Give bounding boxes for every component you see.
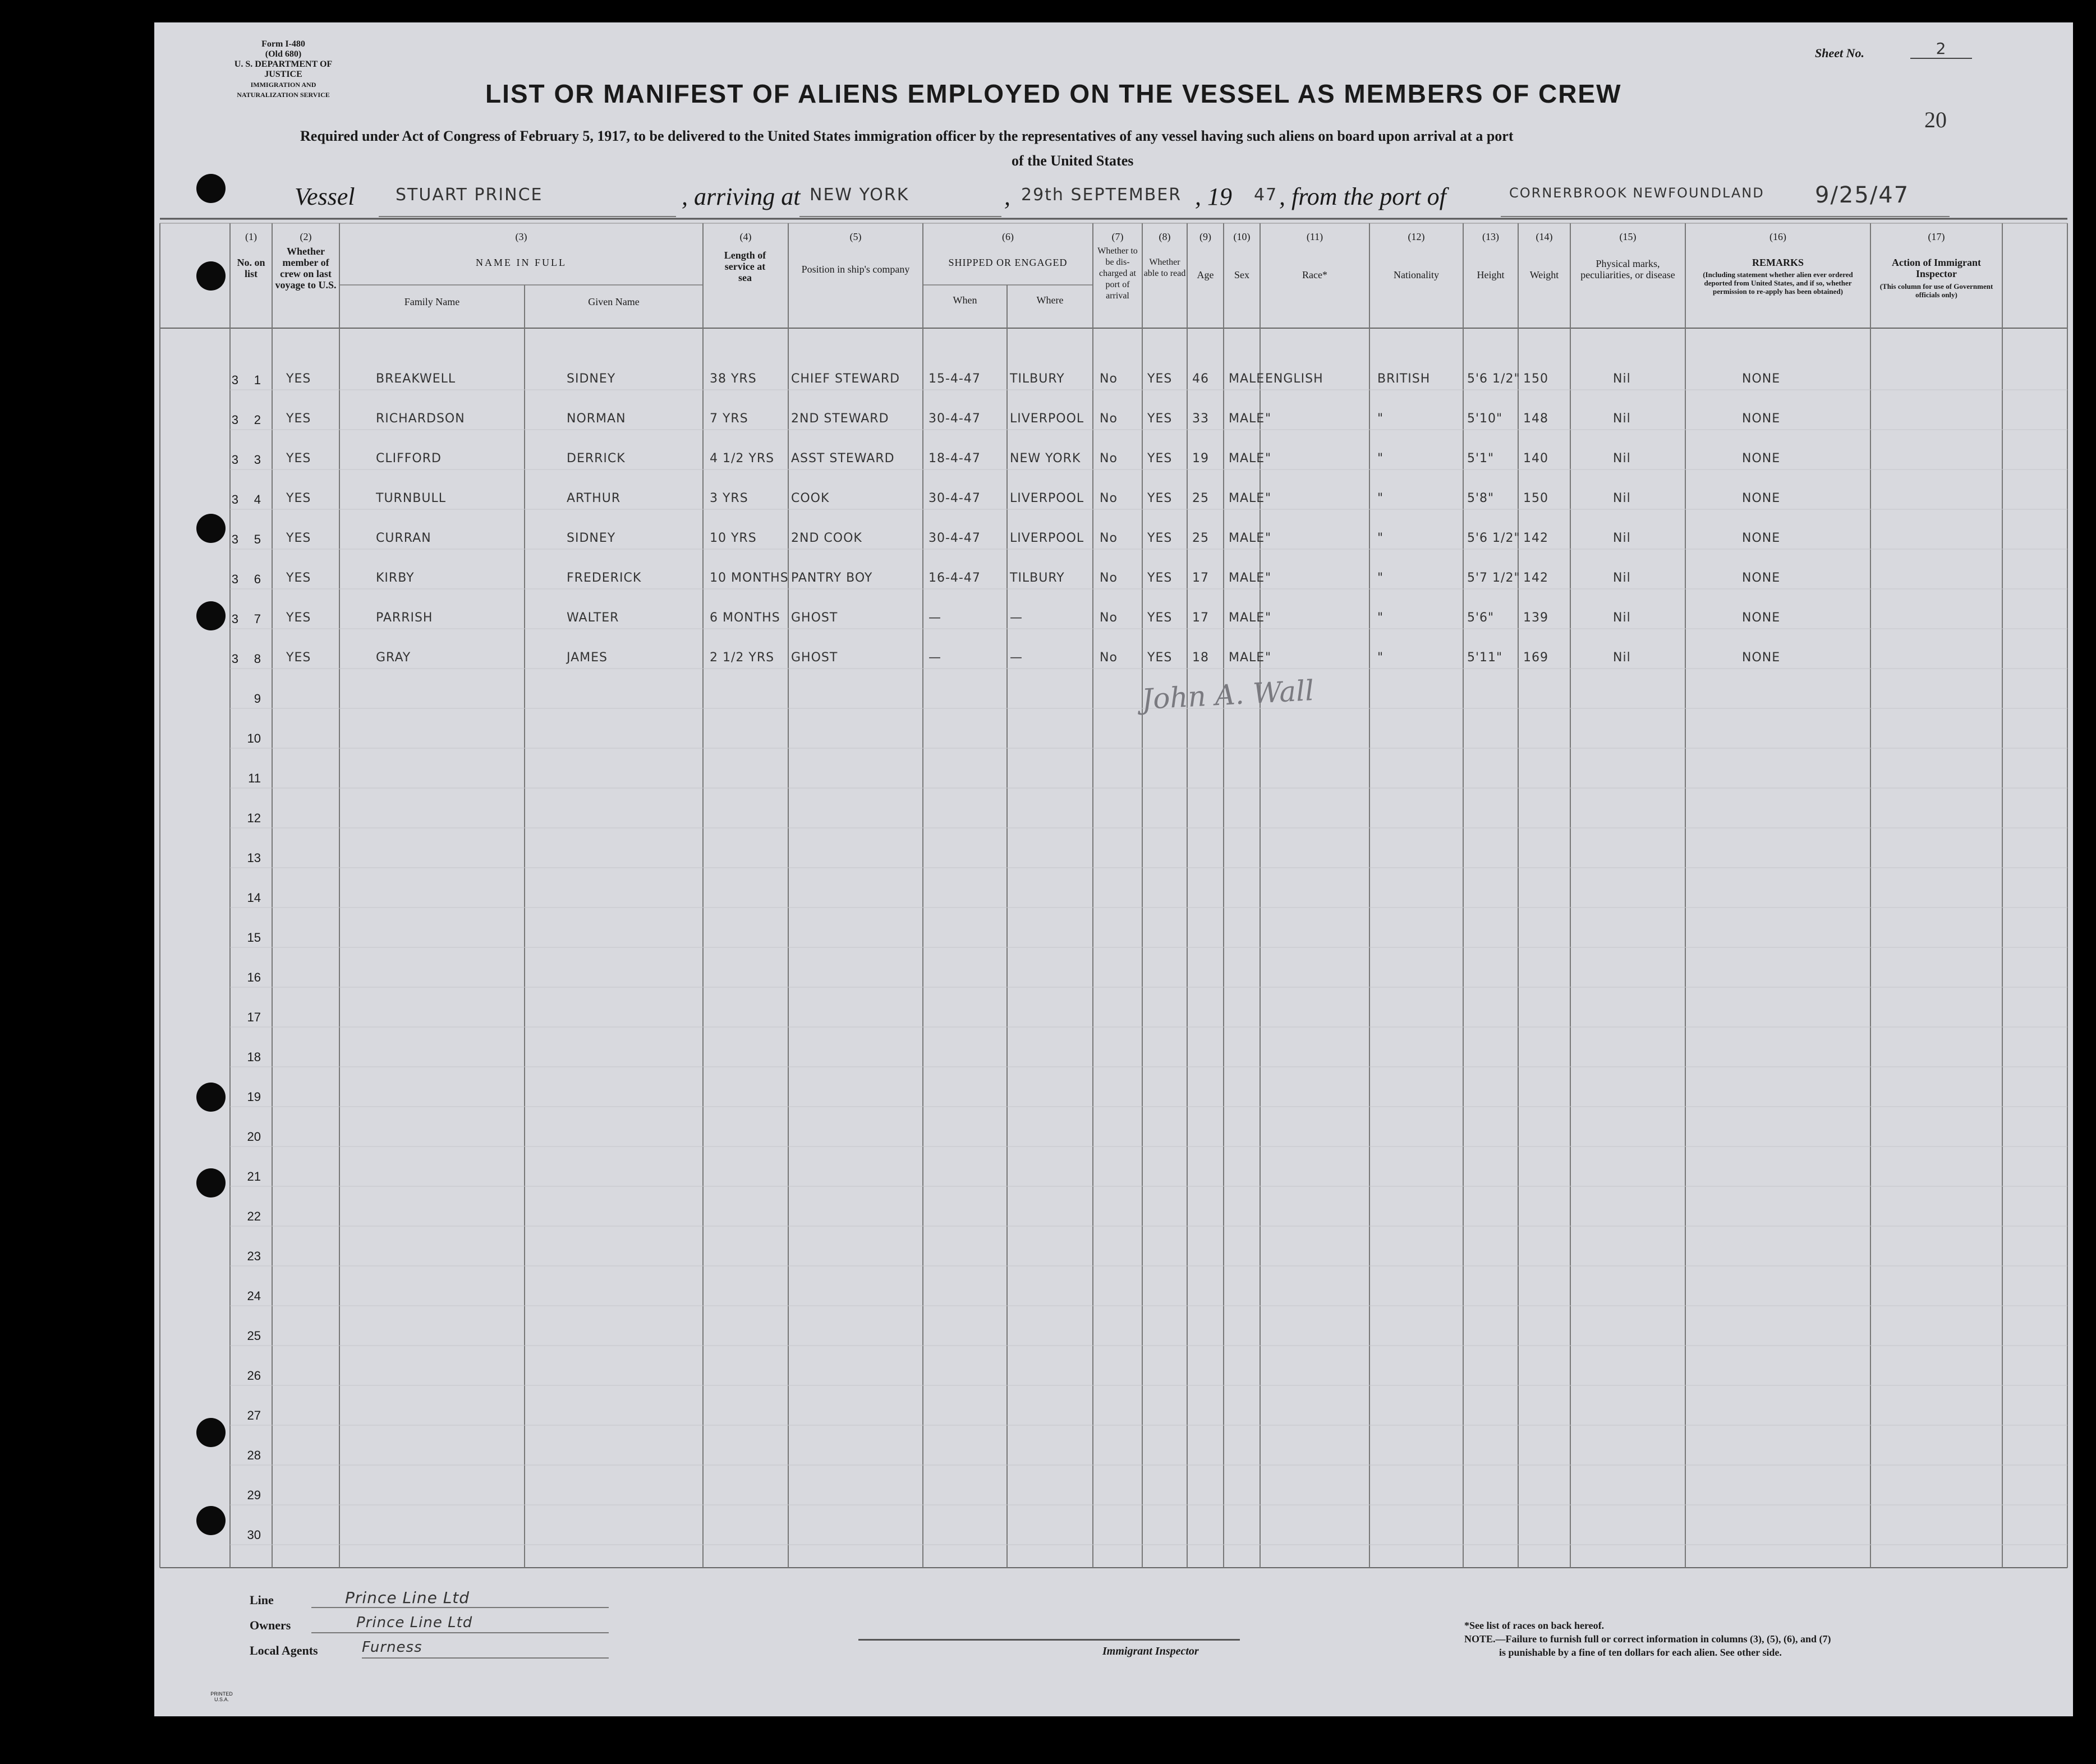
col11-header: Race* bbox=[1302, 269, 1327, 280]
col9-header: Age bbox=[1197, 269, 1214, 280]
cell-race: " bbox=[1265, 571, 1272, 585]
page-title: LIST OR MANIFEST OF ALIENS EMPLOYED ON THE VESSEL AS MEMBERS OF CREW bbox=[485, 79, 1622, 108]
col1-header: No. on list bbox=[237, 257, 265, 279]
arrival-date: 29th SEPTEMBER bbox=[1021, 185, 1182, 205]
owners-label: Owners bbox=[250, 1618, 291, 1632]
cell-marks: Nil bbox=[1613, 412, 1631, 426]
cell-nationality: " bbox=[1377, 491, 1384, 505]
cell-where: — bbox=[1010, 651, 1023, 665]
cell-sex: MALE bbox=[1229, 571, 1265, 585]
col10-header: Sex bbox=[1234, 269, 1249, 280]
col17-subheader: (This column for use of Government officials only) bbox=[1879, 282, 1993, 299]
col12-header: Nationality bbox=[1394, 269, 1439, 280]
cell-given: NORMAN bbox=[567, 412, 626, 426]
cell-given: DERRICK bbox=[567, 452, 626, 466]
col2-header: Whether member of crew on last voyage to U.S. bbox=[275, 246, 337, 291]
cell-position: CHIEF STEWARD bbox=[791, 372, 900, 386]
row-number: 3 bbox=[254, 453, 261, 467]
col16-number: (16) bbox=[1769, 231, 1786, 242]
arriving-label: , arriving at bbox=[682, 183, 801, 210]
col15-number: (15) bbox=[1619, 231, 1637, 242]
empty-row-number: 24 bbox=[247, 1289, 261, 1303]
punch-hole bbox=[196, 514, 226, 543]
punch-hole bbox=[196, 1083, 226, 1112]
cell-nationality: " bbox=[1377, 412, 1384, 426]
row-prefix: 3 bbox=[231, 532, 238, 546]
col7-header: Whether to be dis-charged at port of arrival bbox=[1097, 246, 1138, 301]
cell-where: LIVERPOOL bbox=[1010, 491, 1084, 505]
cell-race: " bbox=[1265, 611, 1272, 625]
cell-service: 10 MONTHS bbox=[710, 571, 789, 585]
cell-member: YES bbox=[286, 651, 311, 665]
col14-header: Weight bbox=[1529, 269, 1559, 280]
cell-race: " bbox=[1265, 651, 1272, 665]
agents-value: Furness bbox=[362, 1639, 422, 1656]
cell-read: YES bbox=[1147, 531, 1173, 545]
cell-age: 17 bbox=[1192, 571, 1209, 585]
empty-row-number: 21 bbox=[247, 1169, 261, 1183]
cell-where: TILBURY bbox=[1010, 571, 1065, 585]
failure-note: NOTE.—Failure to furnish full or correct information in columns (3), (5), (6), and (7) bbox=[1464, 1633, 1831, 1645]
races-note: *See list of races on back hereof. bbox=[1464, 1620, 1605, 1631]
cell-remarks: NONE bbox=[1742, 571, 1781, 585]
vessel-label: Vessel bbox=[295, 183, 355, 210]
cell-remarks: NONE bbox=[1742, 531, 1781, 545]
agents-label: Local Agents bbox=[250, 1643, 318, 1657]
empty-row-number: 15 bbox=[247, 931, 261, 945]
col10-number: (10) bbox=[1233, 231, 1251, 242]
cell-height: 5'8" bbox=[1467, 491, 1495, 505]
col6-number: (6) bbox=[1002, 231, 1014, 242]
col5-header: Position in ship's company bbox=[801, 264, 910, 275]
punch-hole bbox=[196, 601, 226, 630]
punch-hole bbox=[196, 1506, 226, 1535]
cell-when: 30-4-47 bbox=[929, 531, 981, 545]
cell-given: SIDNEY bbox=[567, 531, 616, 545]
cell-weight: 140 bbox=[1523, 452, 1548, 466]
col4-header: Length of service at sea bbox=[724, 250, 766, 283]
empty-row-number: 27 bbox=[247, 1408, 261, 1422]
col3-header: NAME IN FULL bbox=[476, 257, 567, 268]
corner-mark: 20 bbox=[1924, 107, 1947, 132]
cell-marks: Nil bbox=[1613, 611, 1631, 625]
empty-row-number: 26 bbox=[247, 1369, 261, 1383]
form-number: Form I-480 bbox=[261, 39, 305, 49]
cell-family: CLIFFORD bbox=[376, 452, 442, 466]
cell-family: BREAKWELL bbox=[376, 372, 456, 386]
cell-remarks: NONE bbox=[1742, 452, 1781, 466]
cell-when: 15-4-47 bbox=[929, 372, 981, 386]
stamp-date: 9/25/47 bbox=[1815, 182, 1910, 208]
fine-note: is punishable by a fine of ten dollars for each alien. See other side. bbox=[1499, 1647, 1782, 1658]
cell-when: — bbox=[929, 611, 941, 625]
empty-row-number: 17 bbox=[247, 1010, 261, 1024]
printer-mark: PRINTED U.S.A. bbox=[210, 1691, 233, 1702]
col6-header: SHIPPED OR ENGAGED bbox=[948, 257, 1068, 268]
punch-hole bbox=[196, 1418, 226, 1447]
col9-number: (9) bbox=[1199, 231, 1211, 242]
cell-race: " bbox=[1265, 491, 1272, 505]
cell-position: PANTRY BOY bbox=[791, 571, 873, 585]
cell-remarks: NONE bbox=[1742, 372, 1781, 386]
cell-height: 5'11" bbox=[1467, 651, 1503, 665]
col7-number: (7) bbox=[1111, 231, 1124, 242]
cell-when: 30-4-47 bbox=[929, 412, 981, 426]
row-number: 1 bbox=[254, 373, 261, 387]
cell-member: YES bbox=[286, 372, 311, 386]
year-prefix: , 19 bbox=[1195, 183, 1232, 210]
arriving-port: NEW YORK bbox=[810, 185, 909, 205]
col2-number: (2) bbox=[300, 231, 312, 242]
cell-discharged: No bbox=[1100, 491, 1118, 505]
punch-hole bbox=[196, 1168, 226, 1198]
cell-age: 25 bbox=[1192, 491, 1209, 505]
cell-height: 5'7 1/2" bbox=[1467, 571, 1520, 585]
cell-race: ENGLISH bbox=[1265, 372, 1323, 386]
cell-nationality: " bbox=[1377, 571, 1384, 585]
cell-discharged: No bbox=[1100, 571, 1118, 585]
cell-position: GHOST bbox=[791, 611, 838, 625]
cell-service: 6 MONTHS bbox=[710, 611, 780, 625]
col6-where-header: Where bbox=[1036, 294, 1064, 306]
cell-remarks: NONE bbox=[1742, 412, 1781, 426]
cell-marks: Nil bbox=[1613, 531, 1631, 545]
row-number: 2 bbox=[254, 413, 261, 427]
col12-number: (12) bbox=[1408, 231, 1425, 242]
row-number: 7 bbox=[254, 612, 261, 626]
empty-row-number: 28 bbox=[247, 1448, 261, 1462]
col8-header: Whether able to read bbox=[1143, 257, 1186, 278]
cell-member: YES bbox=[286, 491, 311, 505]
row-prefix: 3 bbox=[231, 572, 238, 586]
cell-family: RICHARDSON bbox=[376, 412, 465, 426]
cell-weight: 142 bbox=[1523, 571, 1548, 585]
cell-service: 10 YRS bbox=[710, 531, 757, 545]
cell-discharged: No bbox=[1100, 412, 1118, 426]
owners-value: Prince Line Ltd bbox=[356, 1614, 473, 1631]
empty-row-number: 14 bbox=[247, 891, 261, 905]
cell-position: ASST STEWARD bbox=[791, 452, 895, 466]
empty-row-number: 30 bbox=[247, 1528, 261, 1542]
empty-row-number: 20 bbox=[247, 1130, 261, 1144]
cell-given: WALTER bbox=[567, 611, 619, 625]
cell-given: ARTHUR bbox=[567, 491, 621, 505]
cell-member: YES bbox=[286, 571, 311, 585]
cell-position: COOK bbox=[791, 491, 830, 505]
cell-given: FREDERICK bbox=[567, 571, 642, 585]
cell-weight: 148 bbox=[1523, 412, 1548, 426]
row-number: 4 bbox=[254, 492, 261, 506]
cell-given: SIDNEY bbox=[567, 372, 616, 386]
service: IMMIGRATION AND NATURALIZATION SERVICE bbox=[237, 81, 330, 99]
row-prefix: 3 bbox=[231, 453, 238, 467]
col13-number: (13) bbox=[1482, 231, 1499, 242]
row-number: 6 bbox=[254, 572, 261, 586]
cell-member: YES bbox=[286, 412, 311, 426]
cell-age: 18 bbox=[1192, 651, 1209, 665]
col1-number: (1) bbox=[245, 231, 257, 242]
col5-number: (5) bbox=[849, 231, 862, 242]
cell-nationality: " bbox=[1377, 531, 1384, 545]
cell-discharged: No bbox=[1100, 372, 1118, 386]
empty-row-number: 10 bbox=[247, 731, 261, 745]
cell-where: NEW YORK bbox=[1010, 452, 1081, 466]
cell-position: GHOST bbox=[791, 651, 838, 665]
line-underline bbox=[311, 1607, 609, 1608]
empty-row-number: 22 bbox=[247, 1209, 261, 1223]
cell-read: YES bbox=[1147, 651, 1173, 665]
cell-nationality: " bbox=[1377, 651, 1384, 665]
cell-height: 5'6 1/2" bbox=[1467, 372, 1520, 386]
cell-when: 18-4-47 bbox=[929, 452, 981, 466]
col3-given-header: Given Name bbox=[588, 296, 640, 307]
cell-sex: MALE bbox=[1229, 611, 1265, 625]
subtitle-line-2: of the United States bbox=[1012, 153, 1134, 169]
cell-read: YES bbox=[1147, 452, 1173, 466]
cell-weight: 150 bbox=[1523, 491, 1548, 505]
col3-number: (3) bbox=[515, 231, 527, 242]
cell-discharged: No bbox=[1100, 452, 1118, 466]
cell-remarks: NONE bbox=[1742, 611, 1781, 625]
row-prefix: 3 bbox=[231, 413, 238, 427]
cell-sex: MALE bbox=[1229, 372, 1265, 386]
cell-marks: Nil bbox=[1613, 372, 1631, 386]
cell-nationality: BRITISH bbox=[1377, 372, 1431, 386]
row-number: 5 bbox=[254, 532, 261, 546]
punch-hole bbox=[196, 174, 226, 203]
col13-header: Height bbox=[1477, 269, 1505, 280]
cell-weight: 139 bbox=[1523, 611, 1548, 625]
cell-age: 25 bbox=[1192, 531, 1209, 545]
empty-row-number: 18 bbox=[247, 1050, 261, 1064]
col6-when-header: When bbox=[953, 294, 977, 306]
row-number: 8 bbox=[254, 652, 261, 666]
cell-where: TILBURY bbox=[1010, 372, 1065, 386]
cell-remarks: NONE bbox=[1742, 491, 1781, 505]
vessel-name: STUART PRINCE bbox=[396, 185, 543, 205]
empty-row-number: 29 bbox=[247, 1488, 261, 1502]
cell-height: 5'10" bbox=[1467, 412, 1503, 426]
subtitle-line-1: Required under Act of Congress of February 5, 1917, to be delivered to the United States immigration officer by the representatives of any vessel having such aliens on board upon arrival at a port bbox=[300, 128, 1514, 144]
cell-read: YES bbox=[1147, 611, 1173, 625]
cell-member: YES bbox=[286, 452, 311, 466]
row-prefix: 3 bbox=[231, 373, 238, 387]
manifest-sheet bbox=[154, 22, 2073, 1716]
cell-age: 33 bbox=[1192, 412, 1209, 426]
cell-sex: MALE bbox=[1229, 531, 1265, 545]
cell-sex: MALE bbox=[1229, 651, 1265, 665]
empty-row-number: 13 bbox=[247, 851, 261, 865]
cell-marks: Nil bbox=[1613, 571, 1631, 585]
col17-header: Action of Immigrant Inspector bbox=[1892, 257, 1981, 279]
col17-number: (17) bbox=[1928, 231, 1945, 242]
inspector-signature-line bbox=[858, 1639, 1240, 1641]
from-port-label: , from the port of bbox=[1279, 183, 1446, 210]
cell-weight: 142 bbox=[1523, 531, 1548, 545]
cell-age: 17 bbox=[1192, 611, 1209, 625]
empty-row-number: 11 bbox=[248, 771, 261, 785]
cell-family: KIRBY bbox=[376, 571, 415, 585]
cell-read: YES bbox=[1147, 491, 1173, 505]
cell-race: " bbox=[1265, 412, 1272, 426]
col4-number: (4) bbox=[739, 231, 752, 242]
empty-row-number: 19 bbox=[247, 1090, 261, 1104]
cell-nationality: " bbox=[1377, 452, 1384, 466]
cell-service: 38 YRS bbox=[710, 372, 757, 386]
cell-family: GRAY bbox=[376, 651, 411, 665]
cell-discharged: No bbox=[1100, 611, 1118, 625]
cell-height: 5'6 1/2" bbox=[1467, 531, 1520, 545]
cell-sex: MALE bbox=[1229, 412, 1265, 426]
cell-service: 3 YRS bbox=[710, 491, 748, 505]
cell-member: YES bbox=[286, 531, 311, 545]
cell-when: 16-4-47 bbox=[929, 571, 981, 585]
cell-read: YES bbox=[1147, 412, 1173, 426]
inspector-label: Immigrant Inspector bbox=[1102, 1645, 1199, 1657]
cell-where: LIVERPOOL bbox=[1010, 531, 1084, 545]
cell-given: JAMES bbox=[567, 651, 608, 665]
cell-nationality: " bbox=[1377, 611, 1384, 625]
cell-when: — bbox=[929, 651, 941, 665]
col3-family-header: Family Name bbox=[404, 296, 460, 307]
cell-where: LIVERPOOL bbox=[1010, 412, 1084, 426]
cell-marks: Nil bbox=[1613, 491, 1631, 505]
row-prefix: 3 bbox=[231, 492, 238, 506]
cell-sex: MALE bbox=[1229, 452, 1265, 466]
col16-subheader: (Including statement whether alien ever ordered deported from United States, and if so, whether permission to re-apply has been obtained) bbox=[1703, 270, 1853, 296]
empty-row-number: 9 bbox=[254, 692, 261, 706]
from-port: CORNERBROOK NEWFOUNDLAND bbox=[1509, 185, 1764, 201]
cell-discharged: No bbox=[1100, 651, 1118, 665]
cell-service: 2 1/2 YRS bbox=[710, 651, 775, 665]
cell-service: 4 1/2 YRS bbox=[710, 452, 775, 466]
line-value: Prince Line Ltd bbox=[345, 1588, 470, 1607]
row-prefix: 3 bbox=[231, 652, 238, 666]
cell-height: 5'1" bbox=[1467, 452, 1495, 466]
col14-number: (14) bbox=[1536, 231, 1553, 242]
cell-where: — bbox=[1010, 611, 1023, 625]
cell-remarks: NONE bbox=[1742, 651, 1781, 665]
comma-separator: , bbox=[1004, 183, 1010, 210]
cell-weight: 169 bbox=[1523, 651, 1548, 665]
col8-number: (8) bbox=[1159, 231, 1171, 242]
empty-row-number: 23 bbox=[247, 1249, 261, 1263]
col15-header: Physical marks, peculiarities, or disease bbox=[1580, 258, 1675, 280]
cell-marks: Nil bbox=[1613, 651, 1631, 665]
col11-number: (11) bbox=[1306, 231, 1323, 242]
cell-when: 30-4-47 bbox=[929, 491, 981, 505]
cell-sex: MALE bbox=[1229, 491, 1265, 505]
cell-weight: 150 bbox=[1523, 372, 1548, 386]
empty-row-number: 25 bbox=[247, 1329, 261, 1343]
punch-hole bbox=[196, 261, 226, 291]
cell-member: YES bbox=[286, 611, 311, 625]
cell-position: 2ND STEWARD bbox=[791, 412, 889, 426]
agents-underline bbox=[362, 1657, 609, 1659]
cell-marks: Nil bbox=[1613, 452, 1631, 466]
row-prefix: 3 bbox=[231, 612, 238, 626]
cell-family: CURRAN bbox=[376, 531, 431, 545]
sheet-number-label: Sheet No. bbox=[1815, 46, 1864, 60]
cell-height: 5'6" bbox=[1467, 611, 1495, 625]
cell-service: 7 YRS bbox=[710, 412, 748, 426]
cell-position: 2ND COOK bbox=[791, 531, 862, 545]
cell-discharged: No bbox=[1100, 531, 1118, 545]
inspector-signature: John A. Wall bbox=[1141, 674, 1315, 716]
department: U. S. DEPARTMENT OF JUSTICE bbox=[234, 59, 333, 79]
col16-header: REMARKS bbox=[1752, 257, 1804, 268]
cell-race: " bbox=[1265, 531, 1272, 545]
year: 47 bbox=[1254, 185, 1278, 205]
cell-read: YES bbox=[1147, 372, 1173, 386]
owners-underline bbox=[311, 1632, 609, 1633]
cell-family: TURNBULL bbox=[376, 491, 446, 505]
cell-read: YES bbox=[1147, 571, 1173, 585]
line-label: Line bbox=[250, 1593, 274, 1607]
empty-row-number: 12 bbox=[247, 811, 261, 825]
sheet-number-value: 2 bbox=[1910, 39, 1972, 59]
form-old-number: (Old 680) bbox=[265, 49, 302, 59]
cell-race: " bbox=[1265, 452, 1272, 466]
empty-row-number: 16 bbox=[247, 970, 261, 984]
cell-age: 46 bbox=[1192, 372, 1209, 386]
cell-age: 19 bbox=[1192, 452, 1209, 466]
cell-family: PARRISH bbox=[376, 611, 433, 625]
